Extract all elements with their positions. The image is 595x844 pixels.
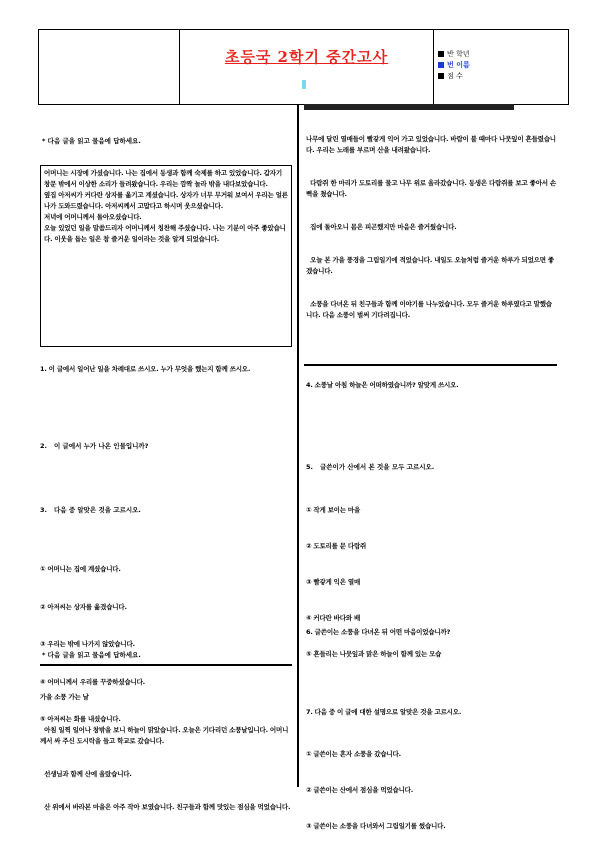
header-table <box>38 29 569 105</box>
question-1: 1. 이 글에서 일어난 일을 차례대로 쓰시오. 누가 무엇을 했는지 함께 쓰시오. <box>40 365 251 373</box>
passage-paragraph: 옆집 아저씨가 커다란 상자를 옮기고 계셨습니다. 상자가 너무 무거워 보여서 우리는 얼른 나가 도와드렸습니다. 아저씨께서 고맙다고 하시며 웃으셨습니다. <box>44 191 290 210</box>
passage-continuation-bar <box>304 104 514 110</box>
passage-paragraph: 집에 돌아오니 몸은 피곤했지만 마음은 즐거웠습니다. <box>306 223 457 231</box>
passage-paragraph: 저녁에 어머니께서 돌아오셨습니다. <box>44 213 142 221</box>
question-7: 7. 다음 중 이 글에 대한 설명으로 알맞은 것을 고르시오. <box>306 708 462 716</box>
option-item: ④ 어머니께서 우리를 꾸중하셨습니다. <box>40 677 145 686</box>
question-6: 6. 글쓴이는 소풍을 다녀온 뒤 어떤 마음이었습니까? <box>306 628 451 636</box>
passage-paragraph: 가을 소풍 가는 날 <box>40 693 89 701</box>
question-4: 4. 소풍날 아침 하늘은 어떠하였습니까? 알맞게 쓰시오. <box>306 381 459 389</box>
option-item: ④ 커다란 바다와 배 <box>306 614 361 622</box>
question-3: 3. 다음 중 알맞은 것을 고르시오. <box>40 506 141 514</box>
option-item: ③ 우리는 밖에 나가지 않았습니다. <box>40 640 135 648</box>
option-item: ② 아저씨는 상자를 옮겼습니다. <box>40 602 127 611</box>
section2-heading: * 다음 글을 읽고 물음에 답하세요. <box>42 651 141 659</box>
right-passage <box>306 112 556 358</box>
passage-paragraph: 아침 일찍 일어나 창밖을 보니 하늘이 맑았습니다. 오늘은 기다리던 소풍날입니다. 어머니께서 싸 주신 도시락을 들고 학교로 갔습니다. <box>40 726 289 745</box>
option-item: ⑤ 아저씨는 화를 내셨습니다. <box>40 715 121 723</box>
section2-passage <box>40 670 292 811</box>
section2-rule <box>40 664 292 666</box>
passage-paragraph: 산 위에서 바라본 마을은 아주 작아 보였습니다. 친구들과 함께 맛있는 점심을 먹었습니다. <box>40 803 291 811</box>
option-item: ③ 빨갛게 익은 열매 <box>306 578 361 586</box>
option-item: ① 글쓴이는 혼자 소풍을 갔습니다. <box>306 750 401 758</box>
passage-paragraph: 오늘 있었던 일을 말씀드리자 어머니께서 칭찬해 주셨습니다. 나는 기분이 아주 좋았습니다. 이웃을 돕는 일은 참 즐거운 일이라는 것을 알게 되었습니다. <box>44 224 286 243</box>
question-5-options <box>306 480 556 672</box>
score-field: 점 수 <box>438 72 463 81</box>
name-field: 번 이름 <box>438 61 470 70</box>
option-item: ⑤ 흔들리는 나뭇잎과 맑은 하늘이 함께 있는 모습 <box>306 650 442 658</box>
header-info-cell <box>434 30 568 104</box>
class-field: 반 학년 <box>438 50 470 59</box>
option-item: ③ 글쓴이는 소풍을 다녀와서 그림일기를 썼습니다. <box>306 822 446 830</box>
section1-heading: * 다음 글을 읽고 물음에 답하세요. <box>42 137 141 145</box>
passage-paragraph: 소풍을 다녀온 뒤 친구들과 함께 이야기를 나누었습니다. 모두 즐거운 하루였다고 말했습니다. 다음 소풍이 벌써 기다려집니다. <box>306 300 552 319</box>
passage-box <box>40 165 292 347</box>
passage-paragraph: 어머니는 시장에 가셨습니다. 나는 집에서 동생과 함께 숙제를 하고 있었습니다. 갑자기 창문 밖에서 이상한 소리가 들려왔습니다. 우리는 깜짝 놀라 밖을 내다보았습니다. <box>44 169 285 188</box>
passage-paragraph: 나무에 달린 열매들이 빨갛게 익어 가고 있었습니다. 바람이 불 때마다 나뭇잎이 흔들렸습니다. 우리는 노래를 부르며 산을 내려왔습니다. <box>306 135 556 154</box>
option-item: ② 글쓴이는 산에서 점심을 먹었습니다. <box>306 786 414 794</box>
passage-paragraph: 다람쥐 한 마리가 도토리를 물고 나무 위로 올라갔습니다. 동생은 다람쥐를 보고 좋아서 손뼉을 쳤습니다. <box>306 179 557 198</box>
passage-paragraph: 선생님과 함께 산에 올랐습니다. <box>40 770 132 778</box>
passage-paragraph: 오늘 본 가을 풍경을 그림일기에 적었습니다. 내일도 오늘처럼 즐거운 하루가 되었으면 좋겠습니다. <box>306 256 554 275</box>
question-5: 5. 글쓴이가 산에서 본 것을 모두 고르시오. <box>306 463 435 471</box>
option-item: ① 작게 보이는 마을 <box>306 506 361 514</box>
column-divider <box>297 104 299 787</box>
question-7-options <box>306 724 556 844</box>
title-marker <box>302 80 306 89</box>
option-item: ① 어머니는 집에 계셨습니다. <box>40 565 121 573</box>
exam-title: 초등국 2학기 중간고사 <box>224 48 389 66</box>
header-blank-cell <box>39 30 180 104</box>
option-item: ② 도토리를 문 다람쥐 <box>306 542 367 550</box>
right-passage-rule <box>304 364 557 366</box>
question-2: 2. 이 글에서 누가 나온 인물입니까? <box>40 442 149 450</box>
header-title-cell <box>180 30 434 104</box>
